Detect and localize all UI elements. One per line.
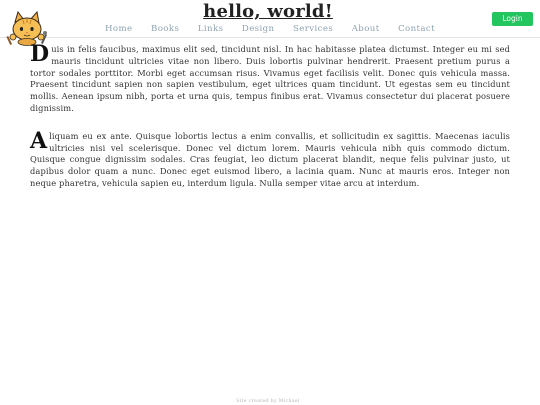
site-footer-credit: Site created by Michael	[236, 399, 300, 404]
site-header	[0, 0, 540, 38]
site-title[interactable]: hello, world!	[203, 1, 333, 22]
nav-about[interactable]: About	[351, 24, 380, 34]
nav-links[interactable]: Links	[197, 24, 224, 34]
nav-services[interactable]: Services	[292, 24, 334, 34]
nav-contact[interactable]: Contact	[398, 24, 435, 34]
main-content	[30, 41, 510, 206]
main-nav	[105, 24, 435, 34]
article-paragraph: Duis in felis faucibus, maximus elit sed, tincidunt nisl. In hac habitasse platea dictumst. Integer eu mi sed mauris tincidunt ultricies vitae non libero. Duis lobortis pulvinar hendrerit. Praesent pretium purus a tortor sodales porttitor. Morbi eget accumsan risus. Vivamus eget facilisis velit. Donec quis vehicula massa. Praesent tincidunt sapien non sapien vestibulum, eget ultrices quam tincidunt. Ut egestas sem eu tincidunt mollis. Aenean ipsum nibh, porta et urna quis, tempus finibus erat. Vivamus consectetur dui placerat posuere dignissim.	[30, 41, 510, 113]
nav-home[interactable]: Home	[105, 24, 133, 34]
nav-books[interactable]: Books	[151, 24, 180, 34]
login-button[interactable]: Login	[492, 12, 533, 26]
article-paragraph: Aliquam eu ex ante. Quisque lobortis lectus a enim convallis, et sollicitudin ex sagittis. Maecenas iaculis ultricies nisi vel scelerisque. Donec vel dictum lorem. Mauris vehicula nibh quis commodo dictum. Quisque congue dignissim sodales. Cras feugiat, leo dictum placerat blandit, neque felis pulvinar justo, ut dapibus dolor quam a nunc. Donec eget euismod libero, a lacinia quam. Nunc at mauris eros. Integer non neque pharetra, vehicula sapien eu, interdum ligula. Nulla semper vitae arcu at interdum.	[30, 127, 510, 188]
nav-design[interactable]: Design	[241, 24, 275, 34]
